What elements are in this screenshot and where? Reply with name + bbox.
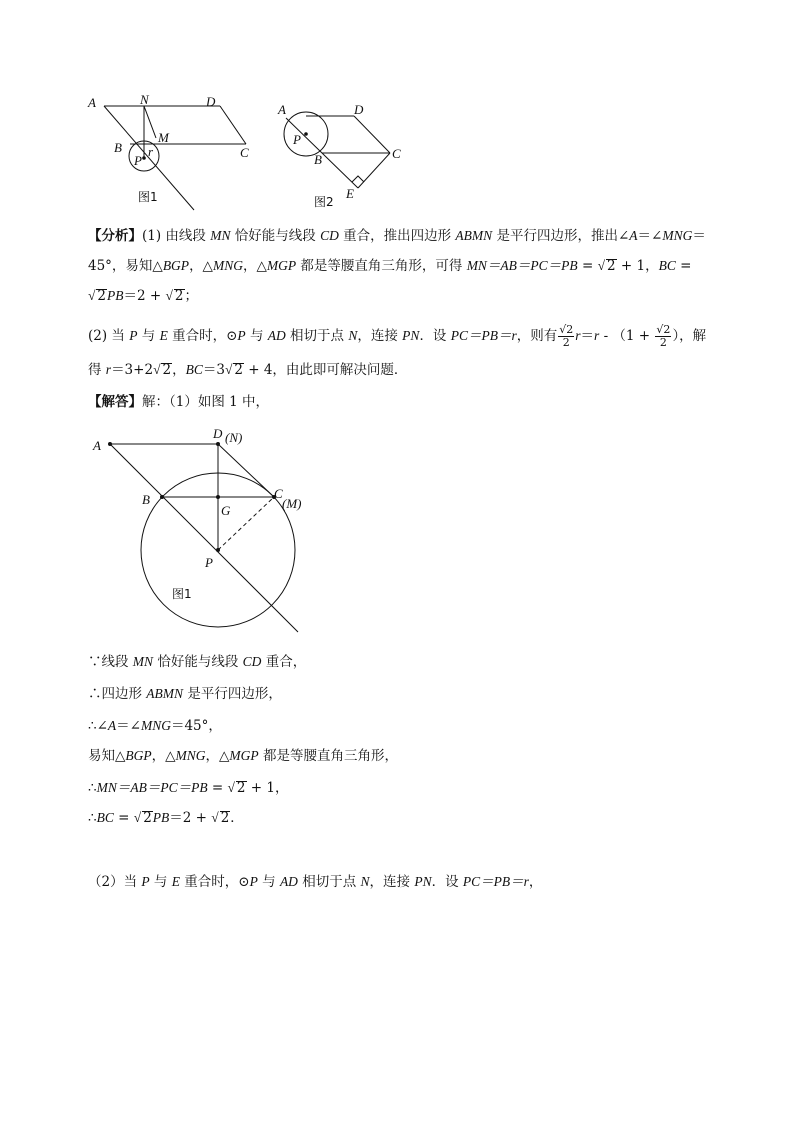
fraction <box>655 324 671 349</box>
text: 与 <box>137 328 160 344</box>
proof-line-7 <box>88 872 542 892</box>
text: 恰好能与线段 <box>153 654 243 670</box>
text: (1) 由线段 <box>142 228 211 244</box>
text: ＝ <box>692 228 706 244</box>
text: ，则有 <box>516 328 558 344</box>
text: ∴四边形 <box>88 686 147 702</box>
main-label-d: D <box>213 426 223 441</box>
text: MNG <box>662 228 693 243</box>
text: 与 <box>245 328 268 344</box>
text: 得 <box>88 362 106 378</box>
text: （2）当 <box>88 874 142 890</box>
text: 是平行四边形， <box>183 686 282 702</box>
text: MGP <box>229 748 259 763</box>
text: ∴ <box>88 780 97 796</box>
text: 重合时，⊙ <box>167 328 238 344</box>
fig1-label-p: P <box>134 153 142 168</box>
figure-1-small-drawing <box>86 94 286 214</box>
proof-line-3 <box>88 716 222 736</box>
proof-line-1 <box>88 652 306 672</box>
text: 2 <box>659 336 667 349</box>
text: ，连接 <box>369 874 415 890</box>
answer-label: 【解答】 <box>88 394 142 410</box>
text: MGP <box>266 258 297 273</box>
text: MN <box>132 654 154 669</box>
text: 都是等腰直角三角形，可得 <box>296 258 467 274</box>
text: ，△ <box>205 748 230 764</box>
text: MN＝AB＝PC＝PB <box>96 780 208 795</box>
text: ＝2 + <box>169 810 212 826</box>
main-label-b: B <box>142 492 150 507</box>
fig1-label-r: r <box>148 144 154 159</box>
fig2-label-b: B <box>314 152 322 167</box>
text: 相切于点 <box>297 874 361 890</box>
text: r <box>105 362 112 377</box>
text: N <box>360 874 370 889</box>
text: √2 <box>656 323 671 336</box>
radical: 2 <box>143 810 152 826</box>
text: 相切于点 <box>285 328 349 344</box>
fraction <box>558 324 574 349</box>
fig2-label-p: P <box>293 132 301 147</box>
fig2-caption: 图2 <box>314 195 334 209</box>
fig2-label-c: C <box>392 146 401 161</box>
text: A <box>107 718 117 733</box>
analysis-line-1 <box>88 226 706 246</box>
figure-2-small-drawing <box>276 98 416 213</box>
text: ． <box>230 810 244 826</box>
text: P <box>141 874 150 889</box>
main-label-c: C <box>274 486 283 501</box>
text: ），解 <box>672 328 707 344</box>
text: P <box>249 874 258 889</box>
fig1-caption: 图1 <box>138 190 158 204</box>
analysis-label: 【分析】 <box>88 228 142 244</box>
radical: 2 <box>234 362 243 378</box>
text: ＝2 + <box>123 288 166 304</box>
text: MN＝AB＝PC＝PB <box>466 258 578 273</box>
analysis-line-2: 45°，易知△BGP，△MNG，△MGP 都是等腰直角三角形，可得 MN＝AB＝PC＝PB = √ 2 + 1，BC = <box>88 258 692 274</box>
text: BC <box>658 258 676 273</box>
text: ； <box>184 288 199 304</box>
text: r <box>575 328 581 343</box>
text: ，△ <box>189 258 213 274</box>
text: CD <box>242 654 262 669</box>
radical: 2 <box>236 780 246 796</box>
text: MNG <box>212 258 243 273</box>
fig1-label-c: C <box>240 145 249 160</box>
text: 解：（1）如图 1 中， <box>142 394 270 410</box>
analysis-line-5: 得 r＝3+2√ 2，BC＝3√ 2 + 4，由此即可解决问题． <box>88 362 408 378</box>
proof-line-5: ∴MN＝AB＝PC＝PB = √ 2 + 1， <box>88 780 289 796</box>
text: 是平行四边形，推出∠ <box>492 228 630 244</box>
fig2-label-d: D <box>354 102 364 117</box>
text: ， <box>172 362 186 378</box>
text: CD <box>320 228 339 243</box>
answer-line <box>88 392 269 412</box>
text: + 1， <box>246 780 289 796</box>
text: PC＝PB＝r <box>450 328 517 343</box>
fig2-label-a: A <box>278 102 286 117</box>
text: N <box>348 328 358 343</box>
text: ＝ <box>580 328 595 344</box>
text: = <box>207 780 228 796</box>
text: ， <box>528 874 543 890</box>
radical: 2 <box>97 288 107 304</box>
text: 45°，易知△ <box>88 258 163 274</box>
text: ＝3 <box>202 362 225 378</box>
figure-2-small <box>276 98 416 213</box>
text: PB <box>152 810 170 825</box>
text: MNG <box>175 748 206 763</box>
main-label-p: P <box>205 555 213 570</box>
text: + 4，由此即可解决问题． <box>243 362 408 378</box>
text: + 1， <box>616 258 659 274</box>
text: 易知△ <box>88 748 126 764</box>
text: BC <box>96 810 114 825</box>
main-label-a: A <box>93 438 101 453</box>
text: P <box>237 328 246 343</box>
text: E <box>171 874 180 889</box>
radical: 2 <box>174 288 184 304</box>
text: = <box>675 258 692 274</box>
figure-1-main-drawing <box>90 426 320 636</box>
text: 与 <box>149 874 172 890</box>
text: ∴ <box>88 810 97 826</box>
text: 重合， <box>261 654 307 670</box>
text: ∵线段 <box>88 654 133 670</box>
text: P <box>129 328 138 343</box>
text: PB <box>107 288 124 303</box>
text: PC＝PB＝r <box>462 874 529 889</box>
fig1-label-b: B <box>114 140 122 155</box>
text: A <box>629 228 638 243</box>
analysis-line-3: √ 2PB＝2 + √ 2； <box>88 288 199 304</box>
radical: 2 <box>162 362 172 378</box>
text: 恰好能与线段 <box>230 228 321 244</box>
text: MN <box>210 228 231 243</box>
main-caption: 图1 <box>172 587 192 601</box>
text: ∴∠ <box>88 718 108 734</box>
text: ．设 <box>431 874 463 890</box>
radical: 2 <box>607 258 616 274</box>
figure-1-main <box>90 426 320 636</box>
text: ．设 <box>419 328 451 344</box>
main-label-n: (N) <box>225 430 243 445</box>
text: ＝∠ <box>116 718 141 734</box>
text: 都是等腰直角三角形， <box>258 748 398 764</box>
fig1-label-m: M <box>158 130 169 145</box>
text: ＝45°， <box>170 718 222 734</box>
text: = <box>113 810 134 826</box>
text: PN <box>414 874 432 889</box>
proof-line-4 <box>88 746 398 766</box>
figure-1-small <box>86 94 286 214</box>
text: ＝3+2 <box>111 362 154 378</box>
text: 与 <box>257 874 280 890</box>
text: BGP <box>162 258 190 273</box>
text: ABMN <box>455 228 493 243</box>
text: PN <box>402 328 420 343</box>
text: = <box>577 258 598 274</box>
text: 重合，推出四边形 <box>338 228 456 244</box>
text: ，△ <box>242 258 267 274</box>
text: AD <box>279 874 298 889</box>
text: BGP <box>125 748 152 763</box>
text: BC <box>185 362 203 377</box>
fig1-label-n: N <box>140 92 149 107</box>
text: - （1 + <box>599 328 655 344</box>
text: ABMN <box>146 686 184 701</box>
text: r <box>594 328 600 343</box>
text: 重合时，⊙ <box>179 874 250 890</box>
text: (2) 当 <box>88 328 130 344</box>
proof-line-6: ∴BC = √ 2PB＝2 + √ 2． <box>88 810 244 826</box>
proof-line-2 <box>88 684 282 704</box>
text: AD <box>267 328 286 343</box>
text: E <box>159 328 168 343</box>
fig1-label-d: D <box>206 94 216 109</box>
fig1-label-a: A <box>88 95 96 110</box>
text: √2 <box>559 323 574 336</box>
analysis-line-4 <box>88 324 706 349</box>
main-label-m: (M) <box>282 496 302 511</box>
radical: 2 <box>220 810 230 826</box>
fig2-label-e: E <box>346 186 354 201</box>
text: MNG <box>140 718 171 733</box>
text: ，△ <box>151 748 176 764</box>
main-label-g: G <box>221 503 231 518</box>
text: ，连接 <box>357 328 403 344</box>
text: ＝∠ <box>637 228 663 244</box>
text: 2 <box>562 336 570 349</box>
